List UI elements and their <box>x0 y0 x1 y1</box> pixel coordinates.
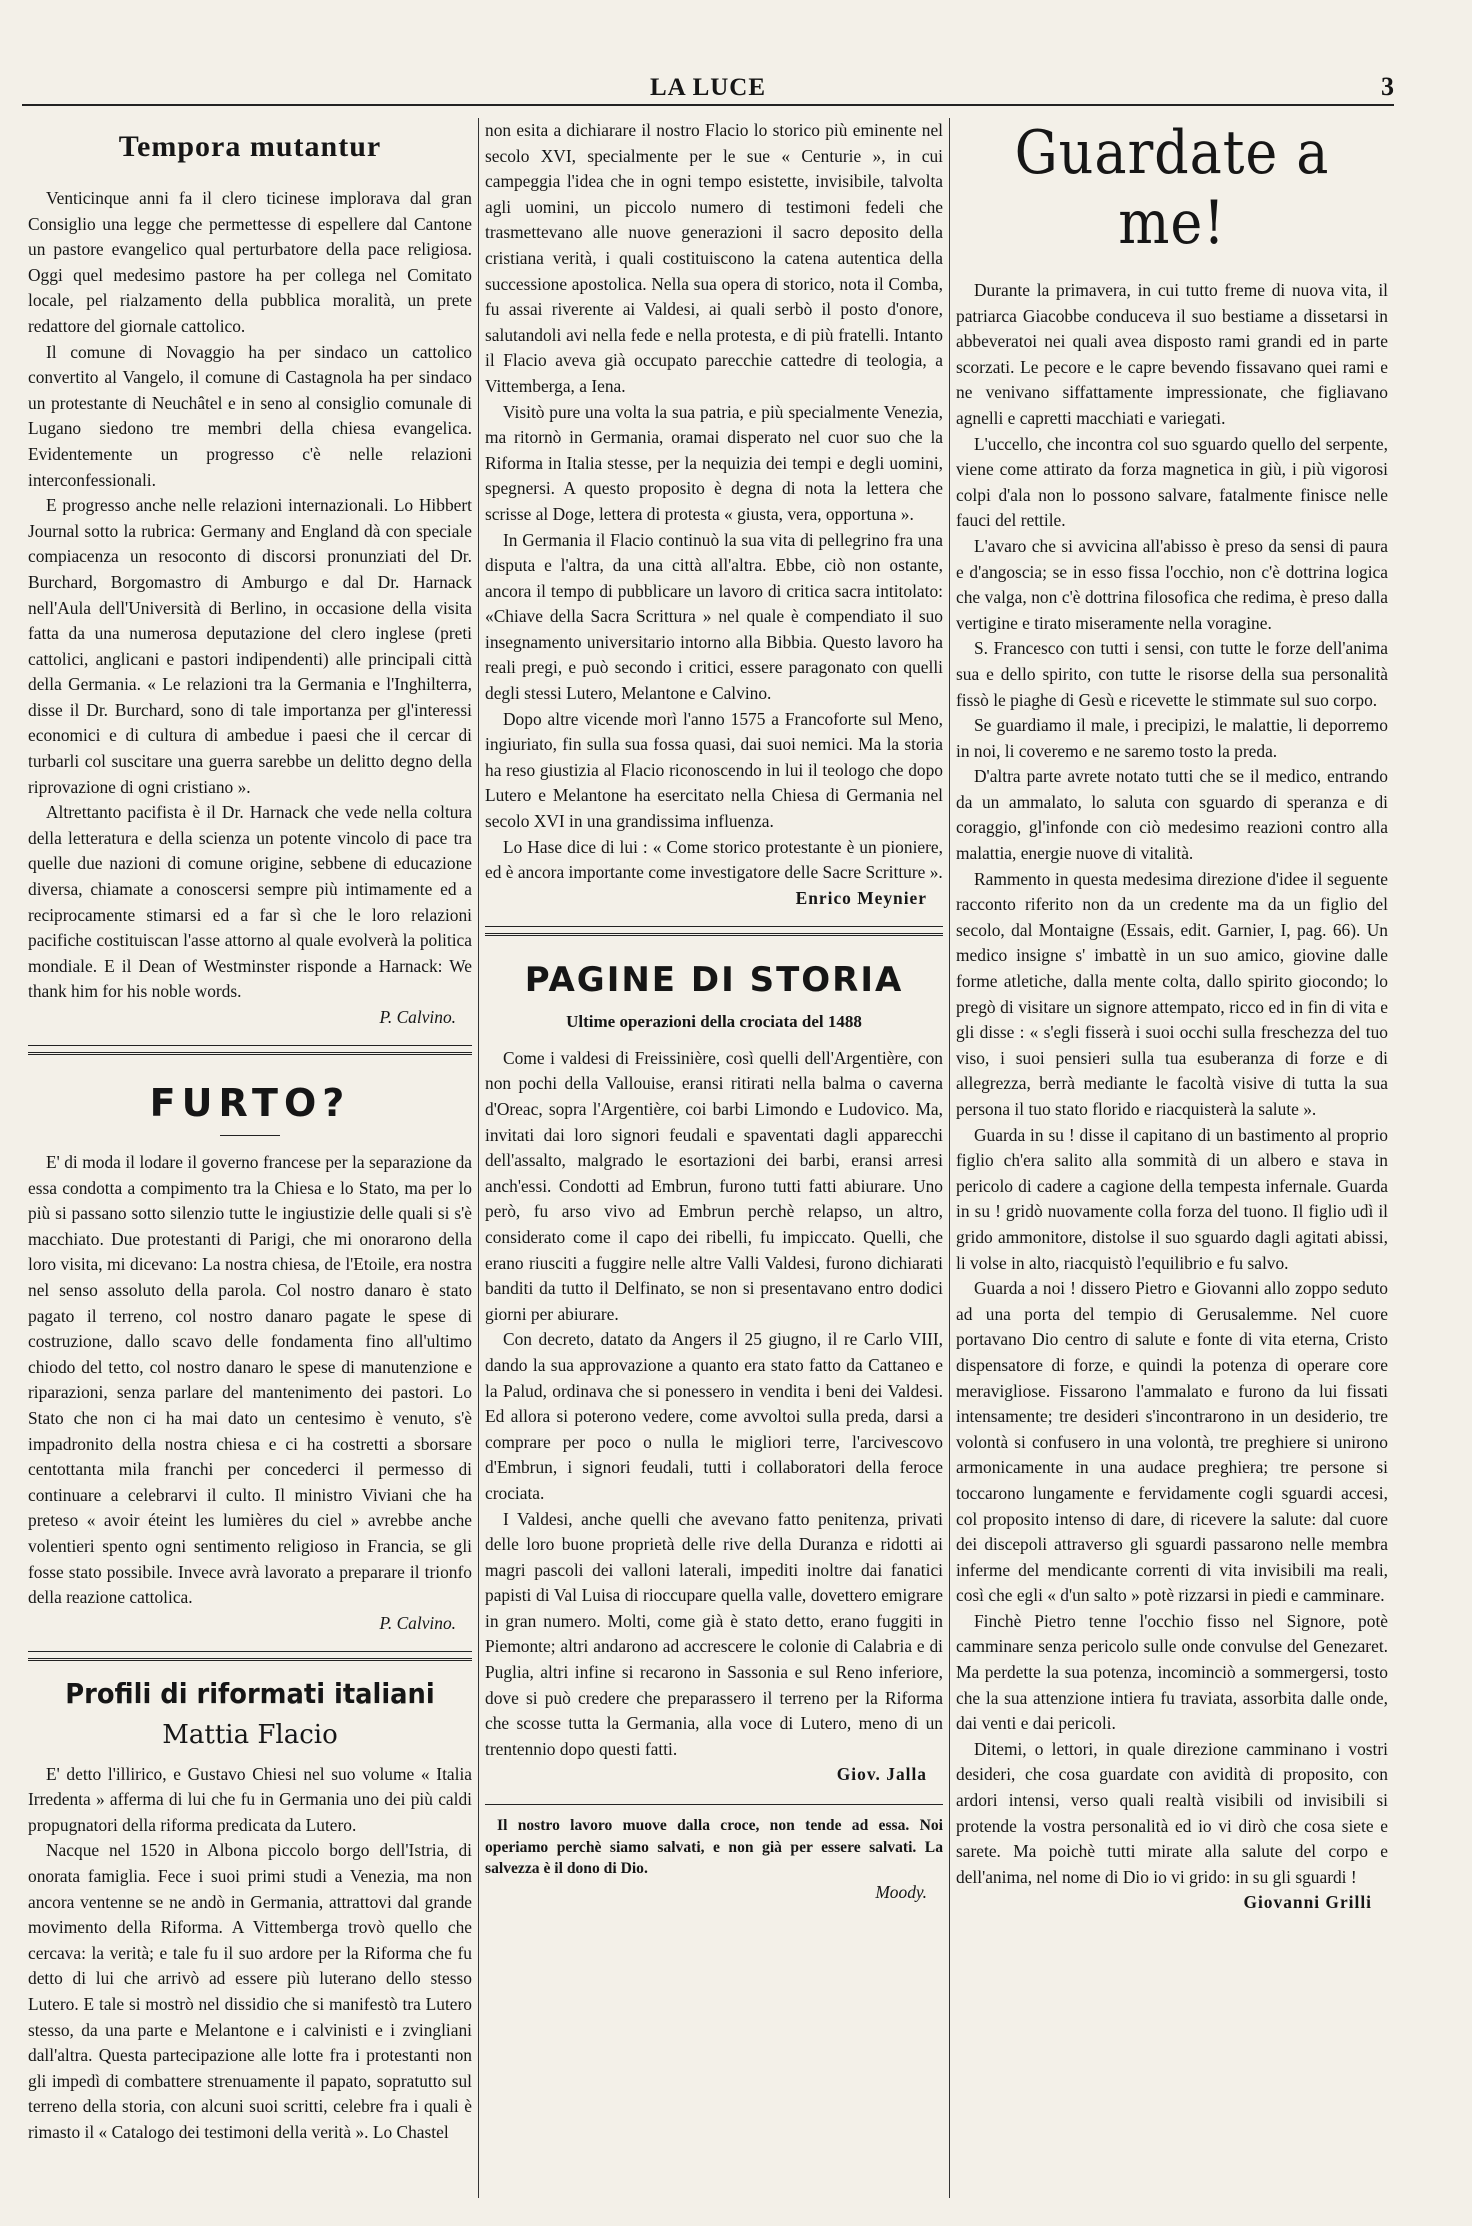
column-rule <box>949 118 950 2198</box>
article-paragraph: L'uccello, che incontra col suo sguardo quello del serpente, viene come attirato da forza magnetica in giù, i più vigorosi colpi d'ala non lo possono salvare, fatalmente finisce nelle fauci del rettile. <box>956 433 1388 531</box>
article-paragraph: Ditemi, o lettori, in quale direzione camminano i vostri desideri, che cosa guardate con avidità di proposito, con ardori intensi, verso quali realtà visibili od invisibili si protende la vostra personalità ed io vi dirò che cosa siete e sarete. Ma poichè tutti mirate alla salute del corpo e dell'anima, nel nome di Dio io vi grido: in su gli sguardi ! <box>956 1738 1388 1887</box>
article-paragraph: Venticinque anni fa il clero ticinese implorava dal gran Consiglio una legge che permettesse di espellere dal Cantone un pastore evangelico qual perturbatore della pace religiosa. Oggi quel medesimo pastore ha per collega nel Comitato locale, pel rialzamento della pubblica moralità, un prete redattore del giornale cattolico. <box>28 188 472 336</box>
article-paragraph: E' di moda il lodare il governo francese per la separazione da essa condotta a compimento tra la Chiesa e lo Stato, ma per lo più si passano sotto silenzio tutte le ingiustizie delle quali si s'è macchiato. Due protestanti di Parigi, che mi onorarono della loro visita, mi dicevano: La nostra chiesa, de l'Etoile, era nostra nel senso assoluto della parola. Col nostro danaro è stato pagato il terreno, col nostro danaro pagate le spese di costruzione, dallo scavo delle fondamenta fino all'ultimo chiodo del tetto, col nostro danaro le spese di manutenzione e riparazioni, senza parlare del mantenimento dei pastori. Lo Stato che non ci ha mai dato un centesimo è venuto, s'è impadronito della nostra chiesa e ci ha costretti a sborsare centottanta mila franchi per concederci il permesso di continuare a celebrarvi il culto. Il ministro Viviani che ha preteso « avoir éteint les lumières du ciel » avrebbe anche volentieri spento ogni sentimento religioso in Francia, se gli fosse stato possibile. Invece avrà lavorato a preparare il trionfo della reazione cattolica. <box>28 1152 472 1608</box>
section-title-pagine-di-storia: PAGINE DI STORIA <box>524 959 904 1000</box>
article-paragraph: Guarda a noi ! dissero Pietro e Giovanni allo zoppo seduto ad una porta del tempio di Gerusalemme. Nel cuore portavano Dio centro di salute e fonte di vita eterna, Cristo dispensatore di forze, e quindi la potenza di operare core meravigliose. Fissarono l'ammalato e furono da lui fissati intensamente; tre desideri s'incontrarono in un desiderio, tre volontà si confusero in una volontà, tre preghiere si unirono armonicamente in una audace preghiera; tre persone si toccarono lungamente e fervidamente cogli sguardi accesi, col proposito intenso di dare, di ricevere la salute: dal cuore dei discepoli attraverso gli sguardi passarono nelle membra inferme del mendicante correnti di vita invisibili ma reali, così che egli « d'un salto » potè rizzarsi in piedi e camminare. <box>956 1278 1388 1606</box>
article-paragraph: I Valdesi, anche quelli che avevano fatto penitenza, privati delle loro buone proprietà delle rive della Duranza e ridotti ai magri pascoli dei valloni laterali, impediti inoltre dai fanatici papisti di Val Luisa di rioccupare quella valle, dovettero emigrare in gran numero. Molti, come già è stato detto, erano fuggiti in Piemonte; altri andarono ad accrescere le colonie di Calabria e di Puglia, altri infine si recarono in Sassonia e sul Reno inferiore, dove si può credere che preparassero il terreno per la Riforma che scosse tutta la Germania, alla voce di Lutero, meno di un trentennio dopo questi fatti. <box>485 1508 943 1759</box>
page-number: 3 <box>1381 72 1394 101</box>
article-paragraph: Guarda in su ! disse il capitano di un bastimento al proprio figlio ch'era salito alla sommità di un albero e stava in pericolo di cadere a cagione della tempesta infernale. Guarda in su ! gridò nuovamente colla forza del tuono. Il figlio udì il grido ammonitore, distolse il suo sguardo dagli agitati abissi, li volse in alto, riacquistò l'equilibrio e fu salvo. <box>956 1124 1388 1273</box>
article-title-guardate: Guardate a me! <box>1014 118 1330 258</box>
article-paragraph: Come i valdesi di Freissinière, così quelli dell'Argentière, con non pochi della Vallouise, eransi ritirati nella balma o caverna d'Oreac, sopra l'Argentière, coi barbi Limondo e Ludovico. Ma, invitati dai loro signori feudali e spaventati dagli apparecchi dell'assalto, malgrado le esortazioni dei barbi, eransi arresi anch'essi. Condotti ad Embrun, furono tutti fatti abiurare. Uno però, fu arso vivo ad Embrun perchè relapso, un altro, considerato come il capo dei ribelli, fu impiccato. Quelli, che erano riusciti a fuggire nelle altre Valli Valdesi, furono dichiarati banditi da tutto il Delfinato, se non si presentavano entro dodici giorni per abiurare. <box>485 1047 943 1324</box>
article-signature: Giovanni Grilli <box>1243 1892 1372 1913</box>
article-paragraph: S. Francesco con tutti i sensi, con tutte le forze dell'anima sua e dello spirito, con tutte le risorse della sua personalità fissò le piaghe di Gesù e ricevette le stimmate sul suo corpo. <box>956 638 1388 710</box>
article-paragraph: Il comune di Novaggio ha per sindaco un cattolico convertito al Vangelo, il comune di Castagnola ha per sindaco un protestante di Neuchâtel e in seno al consiglio comunale di Lugano siedono tre membri della chiesa evangelica. Evidentemente un progresso c'è nelle relazioni interconfessionali. <box>28 341 472 490</box>
article-paragraph: Finchè Pietro tenne l'occhio fisso nel Signore, potè camminare senza pericolo sulle onde convulse del Genezaret. Ma perdette la sua potenza, incominciò a sommergersi, tosto che la sua attenzione intiera fu traviata, assorbita dalle onde, dai venti e dai pericoli. <box>956 1610 1388 1734</box>
article-paragraph: Visitò pure una volta la sua patria, e più specialmente Venezia, ma ritornò in Germania, oramai disperato nel cuor suo che la Riforma in Italia stesse, per la nequizia dei tempi e degli uomini, spegnersi. A questo proposito è degna di nota la lettera che scrisse al Doge, lettera di protesta « giusta, vera, opportuna ». <box>485 401 943 524</box>
article-signature: Giov. Jalla <box>836 1764 927 1785</box>
quote-text: Il nostro lavoro muove dalla croce, non tende ad essa. Noi operiamo perchè siamo salvati, e non già per essere salvati. La salvezza è il dono di Dio. <box>485 1817 943 1878</box>
article-paragraph: E progresso anche nelle relazioni internazionali. Lo Hibbert Journal sotto la rubrica: Germany and England dà con speciale compiacenza un resoconto di discorsi pronunziati del Dr. Burchard, Borgomastro di Amburgo e dal Dr. Harnack nell'Aula dell'Università di Berlino, in occasione della visita fatta da una numerosa deputazione del clero inglese (preti cattolici, anglicani e pastori indipendenti) alle principali città della Germania. « Le relazioni tra la Germania e l'Inghilterra, disse il Dr. Burchard, sono di tale importanza per gl'interessi economici e di cultura di ambedue i paesi che il cercar di turbarli col suscitare una guerra sarebbe un delitto degno della riprovazione di ogni cristiano ». <box>28 495 472 797</box>
article-paragraph: E' detto l'illirico, e Gustavo Chiesi nel suo volume « Italia Irredenta » afferma di lui che fu in Germania uno dei più caldi propugnatori della riforma predicata da Lutero. <box>28 1763 472 1835</box>
article-title-furto: FURTO? <box>149 1081 351 1125</box>
article-title-profili: Profili di riformati italiani <box>65 1676 435 1710</box>
title-underline <box>220 1135 280 1136</box>
section-separator <box>28 1641 472 1671</box>
article-paragraph: Nacque nel 1520 in Albona piccolo borgo dell'Istria, di onorata famiglia. Fece i suoi primi studi a Venezia, ma non ancora ventenne se ne andò in Germania, attrattovi dal grande movimento della Riforma. A Vittemberga trovò quello che cercava: la verità; e tale fu il suo ardore per la Riforma che fu detto di lui che arrivò ad essere più luterano dello stesso Lutero. E tale si mostrò nel dissidio che si manifestò tra Lutero stesso, da una parte e Melantone e i calvinisti e i zvingliani dall'altra. Questa partecipazione alle lotte fra i protestanti non gli impedì di combattere strenuamente il papato, sopratutto sul terreno della storia, con alcuni suoi scritti, celebre fra i quali è rimasto il « Catalogo dei testimoni della verità ». Lo Chastel <box>28 1840 472 2142</box>
column-2 <box>485 118 943 2210</box>
quote-author: Moody. <box>875 1881 927 1902</box>
section-separator <box>485 916 943 946</box>
article-paragraph: Lo Hase dice di lui : « Come storico protestante è un pioniere, ed è ancora importante come investigatore delle Sacre Scritture ». <box>485 836 943 883</box>
article-signature: P. Calvino. <box>379 1612 456 1633</box>
column-1 <box>28 118 472 2210</box>
column-3 <box>956 118 1388 2210</box>
newspaper-title: LA LUCE <box>649 74 767 101</box>
article-signature: P. Calvino. <box>379 1007 456 1027</box>
article-paragraph: D'altra parte avrete notato tutti che se il medico, entrando da un ammalato, lo saluta con sguardo di speranza e di coraggio, gl'infonde con ciò medesimo reazioni contro alla malattia, energie nuove di vitalità. <box>956 766 1388 864</box>
article-subtitle-mattia-flacio: Mattia Flacio <box>162 1719 338 1750</box>
article-paragraph: Altrettanto pacifista è il Dr. Harnack che vede nella coltura della letteratura e della scienza un potente vincolo di pace tra quelle due nazioni di comune origine, sebbene di educazione diversa, chiamate a conoscersi sempre più intimamente ed a reciprocamente stimarsi ed a far sì che le loro relazioni pacifiche costituiscan l'asse attorno al quale evolverà la politica mondiale. E il Dean of Westminster risponde a Harnack: We thank him for his noble words. <box>28 802 472 1002</box>
article-subtitle: Ultime operazioni della crociata del 1488 <box>566 1011 862 1031</box>
article-paragraph: Se guardiamo il male, i precipizi, le malattie, li deporremo in noi, li coveremo e ne saremo tosto la preda. <box>956 715 1388 761</box>
article-paragraph: non esita a dichiarare il nostro Flacio lo storico più eminente nel secolo XVI, specialmente per le sue « Centurie », in cui campeggia l'idea che in ogni tempo esistette, invisibile, talvolta agli uomini, un piccolo numero di testimoni fedeli che trasmettevano alle nuove generazioni il sacro deposito della cristiana verità, i quali costituiscono la catena autentica della successione apostolica. Nella sua opera di storico, nota il Comba, fu assai riverente ai Valdesi, ai quali serbò il posto d'onore, salutandoli avi nella fede e nella protesta, e di più fratelli. Intanto il Flacio aveva già occupato parecchie cattedre di teologia, a Vittemberga, a Iena. <box>485 120 943 396</box>
article-paragraph: Rammento in questa medesima direzione d'idee il seguente racconto riferito non da un credente ma da un figlio del secolo, dal Montaigne (Essais, edit. Garnier, I, pag. 66). Un medico insigne s' imbattè in un suo amico, giovine dalle forme atletiche, dalla mente colta, dallo spirito giocondo; lo pregò di visitare un signore attempato, ricco ed in fin di vita e gli disse : « s'egli fisserà i suoi occhi sulla freschezza del tuo viso, i suoi pensieri sulla tua esuberanza di forze e di allegrezza, berrà mediante le facoltà visive di tutta la sua persona il tuo stato florido e riacquisterà la salute ». <box>956 868 1388 1119</box>
article-paragraph: Durante la primavera, in cui tutto freme di nuova vita, il patriarca Giacobbe conduceva il suo bestiame a dissetarsi in abbeveratoi nei quali avea disposto rami grandi ed in parte scorzati. Le pecore e le capre bevendo fissavano quei rami e ne venivano siffattamente impressionate, che figliavano agnelli e capretti macchiati e variegati. <box>956 280 1388 428</box>
article-signature: Enrico Meynier <box>795 887 927 908</box>
article-paragraph: In Germania il Flacio continuò la sua vita di pellegrino fra una disputa e l'altra, da una città all'altra. Ebbe, ciò non ostante, ancora il tempo di pubblicare un lavoro di critica sacra intitolato: «Chiave della Sacra Scrittura » nel quale è compendiato il suo insegnamento universitario intorno alla Bibbia. Questo lavoro ha reali pregi, e può secondo i critici, essere paragonato con quelli degli stessi Lutero, Melantone e Calvino. <box>485 529 943 704</box>
article-paragraph: Con decreto, datato da Angers il 25 giugno, il re Carlo VIII, dando la sua approvazione a quanto era stato fatto da Cattaneo e la Palud, ordinava che si ponessero in vendita i beni dei Valdesi. Ed allora si poterono vedere, come avvoltoi sulla preda, darsi a comprare per poco o nulla le migliori terre, l'arcivescovo d'Embrun, i signori feudali, tutti i collaboratori della feroce crociata. <box>485 1329 943 1503</box>
column-rule <box>478 118 479 2198</box>
running-head <box>22 70 1394 106</box>
section-separator <box>28 1035 472 1065</box>
article-title-tempora: Tempora mutantur <box>118 130 382 163</box>
article-paragraph: L'avaro che si avvicina all'abisso è preso da sensi di paura e d'angoscia; se in esso fissa l'occhio, non c'è dottrina logica che valga, non c'è dottrina filosofica che redima, è preso dalla vertigine e tirato miseramente nella voragine. <box>956 535 1388 633</box>
quote-box <box>485 1804 943 1904</box>
article-paragraph: Dopo altre vicende morì l'anno 1575 a Francoforte sul Meno, ingiuriato, fin sulla sua fossa quasi, dai suoi nemici. Ma la storia ha reso giustizia al Flacio riconoscendo in lui il teologo che dopo Lutero e Melantone ha esercitato nella Chiesa di Germania nel secolo XVI in una grandissima influenza. <box>485 708 943 832</box>
